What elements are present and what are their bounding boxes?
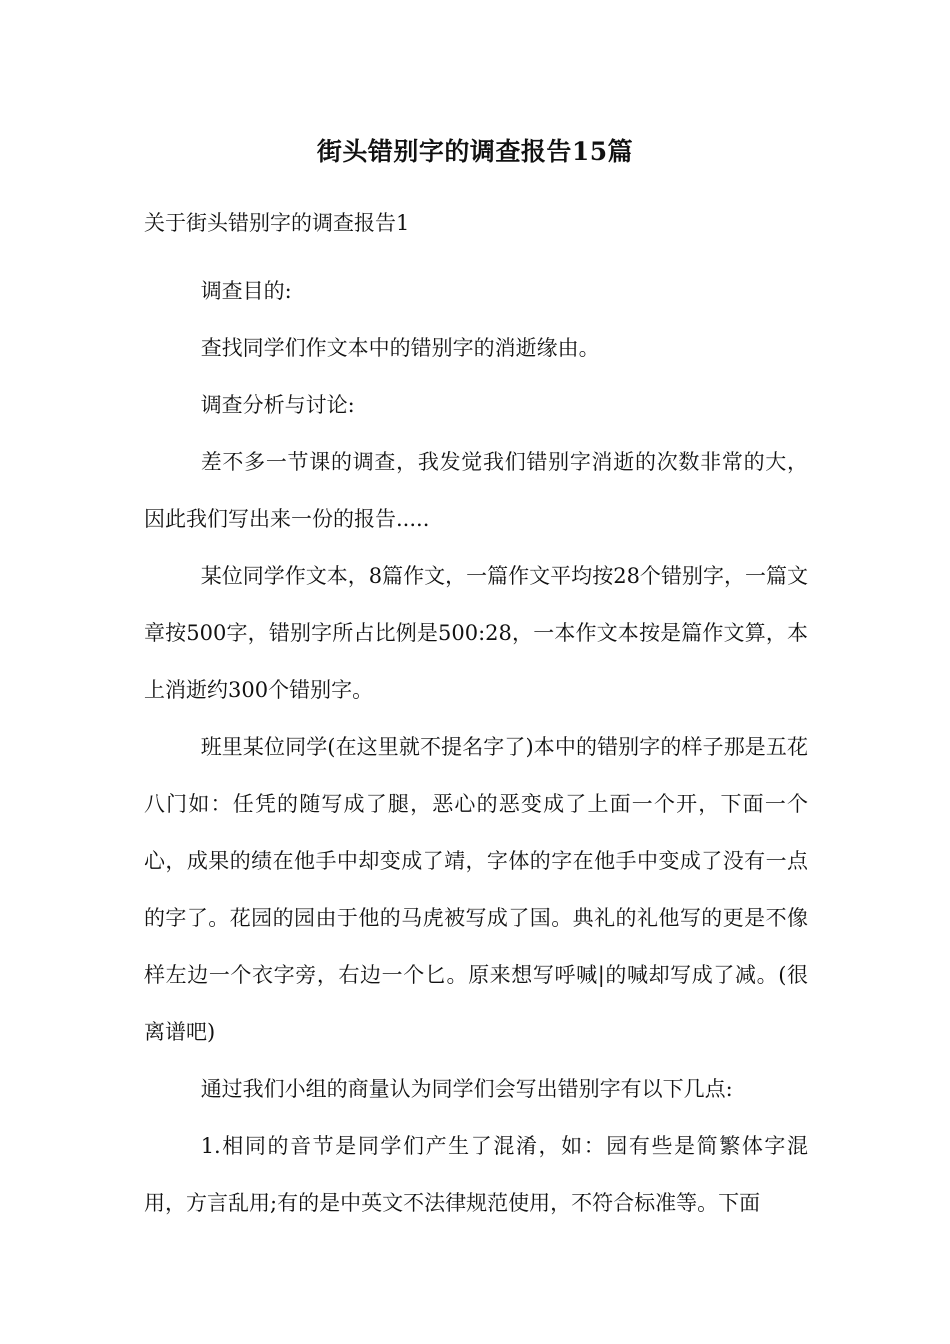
paragraph: 调查目的: xyxy=(200,279,292,303)
document-body xyxy=(144,263,808,1232)
paragraph: 调查分析与讨论: xyxy=(200,393,355,417)
paragraph: 通过我们小组的商量认为同学们会写出错别字有以下几点: xyxy=(200,1077,733,1101)
paragraph: 差不多一节课的调查，我发觉我们错别字消逝的次数非常的大，因此我们写出来一份的报告..... xyxy=(144,450,808,531)
document-title: 街头错别字的调查报告15篇 xyxy=(316,137,634,166)
paragraph: 班里某位同学(在这里就不提名字了)本中的错别字的样子那是五花八门如：任凭的随写成了腿，恶心的恶变成了上面一个开，下面一个心，成果的绩在他手中却变成了靖，字体的字在他手中变成了没有一点的字了。花园的园由于他的马虎被写成了国。典礼的礼他写的更是不像样左边一个衣字旁，右边一个匕。原来想写呼喊|的喊却写成了减。(很离谱吧) xyxy=(144,735,808,1044)
paragraph: 某位同学作文本，8篇作文，一篇作文平均按28个错别字，一篇文章按500字，错别字所占比例是500:28，一本作文本按是篇作文算，本上消逝约300个错别字。 xyxy=(144,564,808,702)
paragraph: 查找同学们作文本中的错别字的消逝缘由。 xyxy=(200,336,600,360)
paragraph: 1.相同的音节是同学们产生了混淆，如：园有些是简繁体字混用，方言乱用;有的是中英文不法律规范使用，不符合标准等。下面 xyxy=(144,1134,808,1215)
section-heading: 关于街头错别字的调查报告1 xyxy=(144,211,410,235)
